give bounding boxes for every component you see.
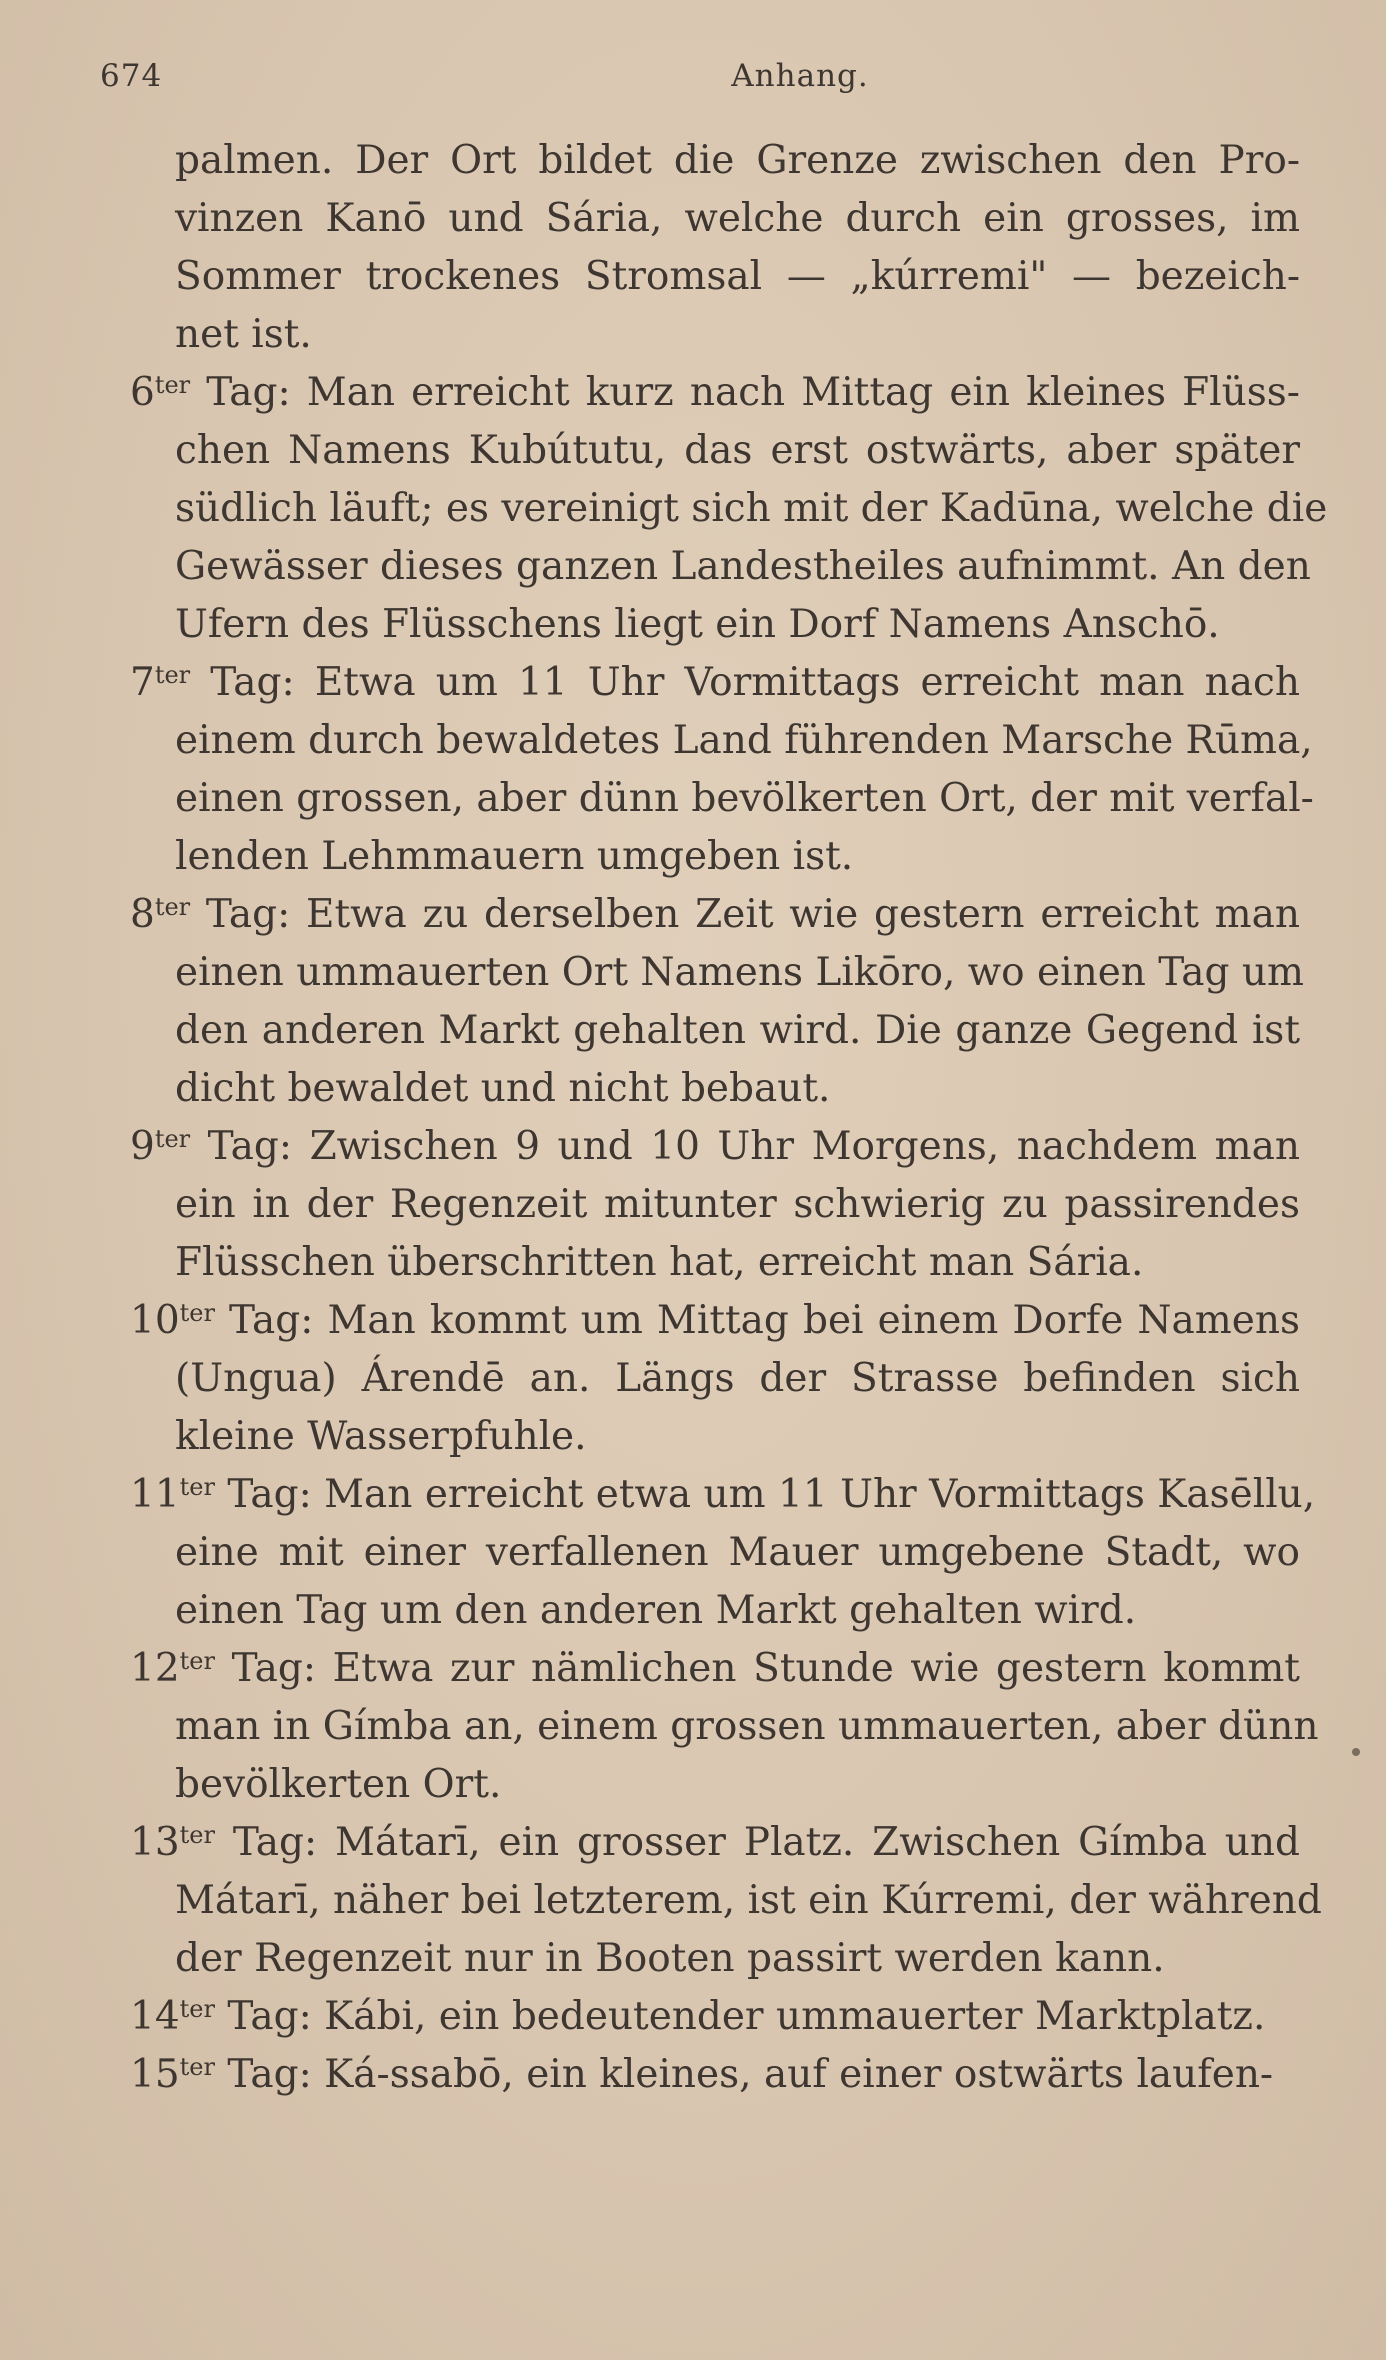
day-word: Tag: bbox=[214, 1646, 316, 1691]
day-label bbox=[130, 1472, 312, 1517]
intro-paragraph bbox=[130, 132, 1300, 364]
day-word: Tag: bbox=[214, 1472, 312, 1517]
day-number: 8 bbox=[130, 892, 155, 937]
day-label bbox=[130, 1820, 317, 1865]
day-number: 15 bbox=[130, 2052, 180, 2097]
day-ordinal-suffix: ter bbox=[154, 893, 191, 921]
page-number: 674 bbox=[100, 58, 163, 94]
day-word: Tag: bbox=[190, 892, 291, 937]
text-line: der Regenzeit nur in Booten passirt werden kann. bbox=[175, 1936, 1165, 1981]
text-line bbox=[130, 1988, 1300, 2046]
day-entry bbox=[130, 364, 1328, 654]
day-label bbox=[130, 660, 295, 705]
text-line: palmen. Der Ort bildet die Grenze zwischen den Pro- bbox=[175, 138, 1300, 183]
day-entry bbox=[130, 1988, 1300, 2046]
text-line bbox=[130, 2046, 1300, 2104]
text-line: eine mit einer verfallenen Mauer umgebene Stadt, wo bbox=[175, 1530, 1300, 1575]
text-line: man in Gímba an, einem grossen ummauerten, aber dünn bbox=[175, 1704, 1319, 1749]
day-number: 12 bbox=[130, 1646, 180, 1691]
paper-speck bbox=[1352, 1748, 1360, 1756]
day-ordinal-suffix: ter bbox=[179, 2053, 215, 2081]
day-word: Tag: bbox=[214, 1298, 314, 1343]
text-line: chen Namens Kubútutu, das erst ostwärts, aber später bbox=[175, 428, 1300, 473]
text-line: einem durch bewaldetes Land führenden Marsche Rūma, bbox=[175, 718, 1313, 763]
day-entry bbox=[130, 1292, 1300, 1466]
day-entry bbox=[130, 886, 1304, 1118]
running-head: Anhang. bbox=[731, 58, 869, 94]
text-line bbox=[130, 654, 1300, 712]
body-text bbox=[130, 132, 1328, 2104]
day-ordinal-suffix: ter bbox=[154, 371, 191, 399]
day-text: Etwa zur nämlichen Stunde wie gestern kommt bbox=[332, 1646, 1300, 1691]
text-line bbox=[130, 1640, 1300, 1698]
day-text: Zwischen 9 und 10 Uhr Morgens, nachdem man bbox=[309, 1124, 1300, 1169]
day-label bbox=[130, 1298, 313, 1343]
page-header bbox=[100, 58, 1300, 108]
text-line: Mátarī, näher bei letzterem, ist ein Kúrremi, der während bbox=[175, 1878, 1322, 1923]
text-line: (Ungua) Árendē an. Längs der Strasse befinden sich bbox=[175, 1356, 1300, 1401]
day-entry bbox=[130, 1640, 1319, 1814]
day-entry bbox=[130, 1466, 1316, 1640]
day-ordinal-suffix: ter bbox=[179, 1821, 215, 1849]
day-text: Mátarī, ein grosser Platz. Zwischen Gímba und bbox=[335, 1820, 1300, 1865]
day-ordinal-suffix: ter bbox=[179, 1299, 215, 1327]
text-line: bevölkerten Ort. bbox=[175, 1762, 502, 1807]
day-number: 7 bbox=[130, 660, 155, 705]
text-line: lenden Lehmmauern umgeben ist. bbox=[175, 834, 854, 879]
day-word: Tag: bbox=[214, 1820, 318, 1865]
text-line: einen grossen, aber dünn bevölkerten Ort, der mit verfal- bbox=[175, 776, 1314, 821]
text-line: Gewässer dieses ganzen Landestheiles aufnimmt. An den bbox=[175, 544, 1311, 589]
day-word: Tag: bbox=[214, 2052, 312, 2097]
day-number: 10 bbox=[130, 1298, 180, 1343]
text-line bbox=[130, 1118, 1300, 1176]
day-ordinal-suffix: ter bbox=[154, 1125, 191, 1153]
text-line: den anderen Markt gehalten wird. Die ganze Gegend ist bbox=[175, 1008, 1300, 1053]
day-text: Man erreicht etwa um 11 Uhr Vormittags Kasēllu, bbox=[324, 1472, 1316, 1517]
day-entries bbox=[130, 364, 1328, 2104]
day-text: Ká-ssabō, ein kleines, auf einer ostwärts laufen- bbox=[324, 2052, 1274, 2097]
text-line bbox=[130, 1814, 1300, 1872]
text-line: einen Tag um den anderen Markt gehalten wird. bbox=[175, 1588, 1137, 1633]
text-line bbox=[130, 1466, 1316, 1524]
day-label bbox=[130, 1646, 316, 1691]
text-line: Sommer trockenes Stromsal — „kúrremi" — bezeich- bbox=[175, 254, 1300, 299]
day-label bbox=[130, 1994, 312, 2039]
text-line: dicht bewaldet und nicht bebaut. bbox=[175, 1066, 831, 1111]
day-text: Etwa zu derselben Zeit wie gestern erreicht man bbox=[306, 892, 1300, 937]
text-line: ein in der Regenzeit mitunter schwierig zu passirendes bbox=[175, 1182, 1300, 1227]
day-entry bbox=[130, 1118, 1300, 1292]
day-word: Tag: bbox=[190, 370, 291, 415]
day-label bbox=[130, 1124, 292, 1169]
day-word: Tag: bbox=[190, 660, 295, 705]
day-number: 14 bbox=[130, 1994, 180, 2039]
text-line: vinzen Kanō und Sária, welche durch ein grosses, im bbox=[175, 196, 1300, 241]
text-line: Ufern des Flüsschens liegt ein Dorf Namens Anschō. bbox=[175, 602, 1220, 647]
text-line: südlich läuft; es vereinigt sich mit der Kadūna, welche die bbox=[175, 486, 1328, 531]
day-text: Man erreicht kurz nach Mittag ein kleines Flüss- bbox=[306, 370, 1300, 415]
day-number: 6 bbox=[130, 370, 155, 415]
day-text: Etwa um 11 Uhr Vormittags erreicht man nach bbox=[314, 660, 1300, 705]
day-ordinal-suffix: ter bbox=[179, 1995, 215, 2023]
text-line: kleine Wasserpfuhle. bbox=[175, 1414, 587, 1459]
text-line: einen ummauerten Ort Namens Likōro, wo einen Tag um bbox=[175, 950, 1304, 995]
day-label bbox=[130, 370, 291, 415]
day-word: Tag: bbox=[190, 1124, 293, 1169]
day-number: 13 bbox=[130, 1820, 180, 1865]
text-line bbox=[130, 364, 1300, 422]
day-label bbox=[130, 2052, 312, 2097]
day-number: 9 bbox=[130, 1124, 155, 1169]
day-ordinal-suffix: ter bbox=[154, 661, 191, 689]
day-label bbox=[130, 892, 290, 937]
day-entry bbox=[130, 2046, 1300, 2104]
text-line: net ist. bbox=[175, 312, 312, 357]
day-text: Man kommt um Mittag bei einem Dorfe Namens bbox=[327, 1298, 1300, 1343]
day-text: Kábi, ein bedeutender ummauerter Marktplatz. bbox=[324, 1994, 1266, 2039]
text-line: Flüsschen überschritten hat, erreicht man Sária. bbox=[175, 1240, 1144, 1285]
day-entry bbox=[130, 654, 1314, 886]
day-ordinal-suffix: ter bbox=[179, 1647, 215, 1675]
day-word: Tag: bbox=[214, 1994, 312, 2039]
day-entry bbox=[130, 1814, 1322, 1988]
text-line bbox=[130, 1292, 1300, 1350]
day-ordinal-suffix: ter bbox=[179, 1473, 215, 1501]
text-line bbox=[130, 886, 1300, 944]
day-number: 11 bbox=[130, 1472, 180, 1517]
